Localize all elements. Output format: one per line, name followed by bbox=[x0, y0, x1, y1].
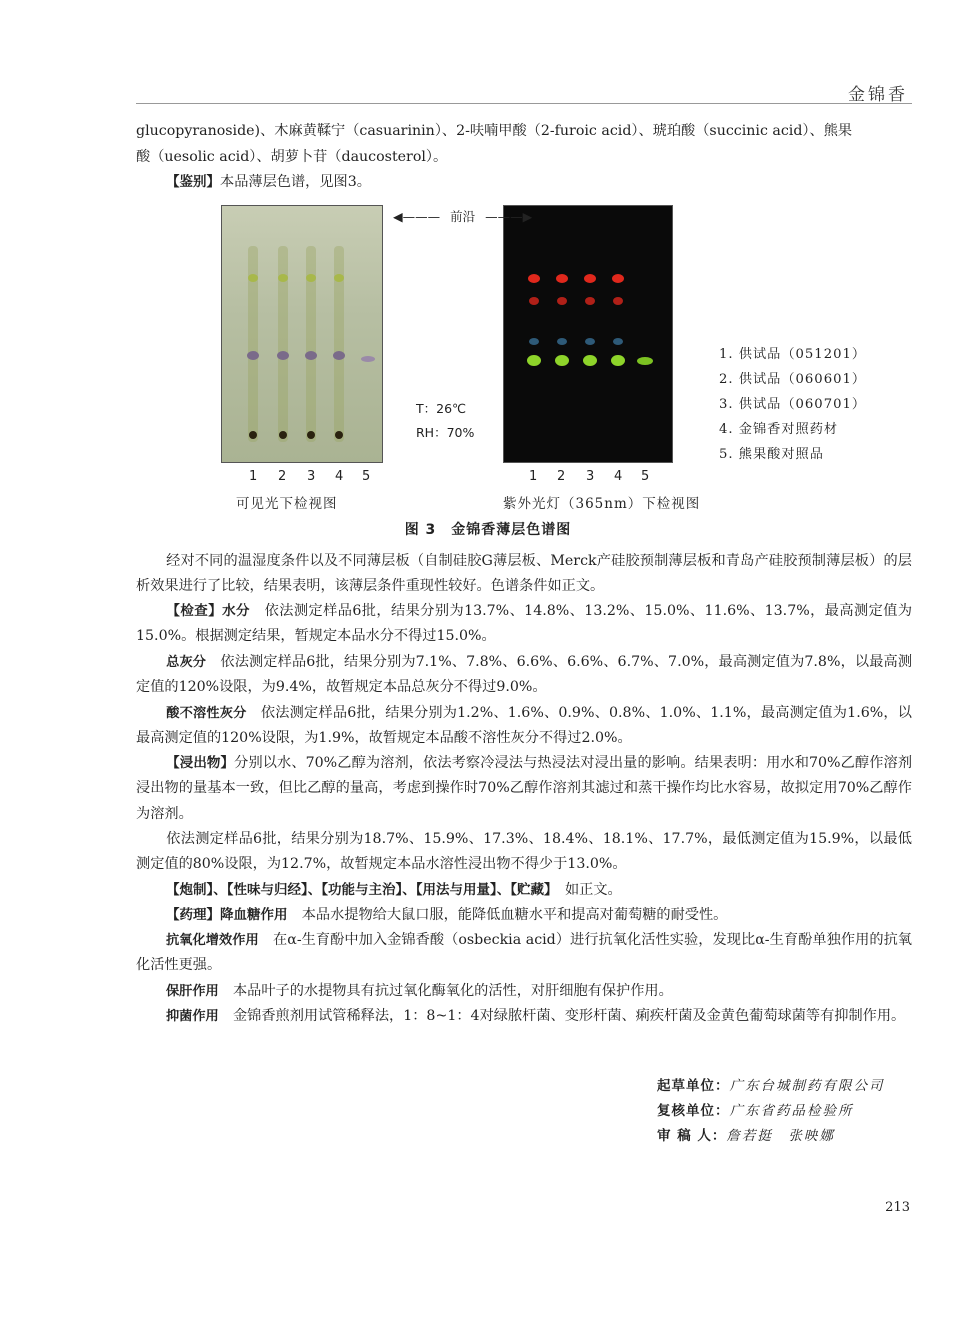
spot-uv-1b bbox=[529, 297, 539, 305]
spot-uv-2b bbox=[557, 297, 567, 305]
paragraph-text: 本品叶子的水提物具有抗过氧化酶氧化的活性，对肝细胞有保护作用。 bbox=[232, 983, 673, 999]
spot-uv-4a bbox=[612, 274, 624, 283]
paragraph-total-ash bbox=[136, 650, 912, 701]
lane-number: 4 bbox=[335, 469, 344, 484]
paragraph-text: 如正文。 bbox=[564, 882, 622, 898]
spot-vis-3c bbox=[307, 431, 315, 439]
lane-number: 1 bbox=[249, 469, 258, 484]
spot-vis-3b bbox=[305, 351, 317, 360]
auditor-label: 审 稿 人： bbox=[657, 1128, 727, 1144]
paragraph-extractives bbox=[136, 751, 912, 827]
spot-uv-4b bbox=[613, 297, 623, 305]
spot-uv-1a bbox=[528, 274, 540, 283]
auditor-names: 詹若挺 张映娜 bbox=[726, 1128, 835, 1144]
paragraph-text: 金锦香煎剂用试管稀释法，1：8~1：4对绿脓杆菌、变形杆菌、痢疾杆菌及金黄色葡萄球菌等有抑制作用。 bbox=[232, 1008, 906, 1024]
legend-item-4: 4. 金锦香对照药材 bbox=[719, 422, 839, 437]
auditor-line bbox=[657, 1124, 835, 1144]
tlc-plate-visible bbox=[221, 205, 383, 463]
spot-uv-3d bbox=[583, 355, 597, 366]
intro-line-1: glucopyranoside)、木麻黄鞣宁（casuarinin）、2-呋喃甲酸（2-furoic acid）、琥珀酸（succinic acid）、熊果 bbox=[136, 123, 853, 139]
spot-uv-5 bbox=[637, 357, 653, 365]
caption-visible-light: 可见光下检视图 bbox=[236, 496, 338, 512]
identification-paragraph bbox=[136, 170, 912, 195]
reviewer-line bbox=[657, 1099, 854, 1119]
spot-vis-2b bbox=[277, 351, 289, 360]
paragraph-processing bbox=[136, 878, 912, 903]
lane-number: 1 bbox=[529, 469, 538, 484]
condition-humidity: RH：70% bbox=[416, 425, 475, 440]
paragraph-text: 依法测定样品6批，结果分别为13.7%、14.8%、13.2%、15.0%、11.6%、13.7%，最高测定值为15.0%。根据测定结果，暂规定本品水分不得过15.0%。 bbox=[136, 603, 913, 645]
paragraph-pharmacology bbox=[136, 903, 912, 928]
paragraph-extractives-results bbox=[136, 827, 912, 878]
spot-uv-4d bbox=[611, 355, 625, 366]
solvent-front-marker bbox=[393, 207, 532, 225]
subsection-label-liver: 保肝作用 bbox=[166, 984, 219, 999]
drafter-name: 广东台城制药有限公司 bbox=[729, 1078, 885, 1094]
paragraph-text: 依法测定样品6批，结果分别为18.7%、15.9%、17.3%、18.4%、18.1%、17.7%，最低测定值为15.9%，以最低测定值的80%设限，为12.7%，故暂规定本品水溶性浸出物不得少于13.0%。 bbox=[136, 831, 912, 873]
subsection-label-antioxidant: 抗氧化增效作用 bbox=[166, 933, 259, 948]
legend-item-1: 1. 供试品（051201） bbox=[719, 347, 867, 362]
legend-item-5: 5. 熊果酸对照品 bbox=[719, 447, 824, 462]
spot-vis-1c bbox=[249, 431, 257, 439]
identification-label: 【鉴别】 bbox=[166, 174, 220, 190]
paragraph-text: 经对不同的温湿度条件以及不同薄层板（自制硅胶G薄层板、Merck产硅胶预制薄层板和青岛产硅胶预制薄层板）的层析效果进行了比较，结果表明，该薄层条件重现性较好。色谱条件如正文。 bbox=[136, 553, 912, 595]
page-number: 213 bbox=[885, 1200, 910, 1215]
spot-uv-3b bbox=[585, 297, 595, 305]
section-label-pharmacology: 【药理】降血糖作用 bbox=[166, 907, 288, 923]
spot-uv-2a bbox=[556, 274, 568, 283]
spot-vis-1a bbox=[248, 274, 258, 282]
legend-item-3: 3. 供试品（060701） bbox=[719, 397, 867, 412]
legend-item-2: 2. 供试品（060601） bbox=[719, 372, 867, 387]
running-header-title: 金锦香 bbox=[848, 85, 908, 105]
lane-number: 5 bbox=[362, 469, 371, 484]
lane-number: 4 bbox=[614, 469, 623, 484]
spot-vis-4a bbox=[334, 274, 344, 282]
spot-vis-2a bbox=[278, 274, 288, 282]
lane-number: 3 bbox=[586, 469, 595, 484]
paragraph-text: 在α-生育酚中加入金锦香酸（osbeckia acid）进行抗氧化活性实验，发现比α-生育酚单独作用的抗氧化活性更强。 bbox=[136, 932, 912, 974]
subsection-label-total-ash: 总灰分 bbox=[166, 655, 207, 670]
condition-temperature: T：26℃ bbox=[416, 401, 467, 416]
front-right-arrow: ———▶ bbox=[485, 209, 533, 224]
spot-uv-1c bbox=[529, 338, 539, 345]
paragraph-antibacterial bbox=[136, 1004, 912, 1029]
paragraph-text: 分别以水、70%乙醇为溶剂，依法考察冷浸法与热浸法对浸出量的影响。结果表明：用水和70%乙醇作溶剂浸出物的量基本一致，但比乙醇的量高，考虑到操作时70%乙醇作溶剂其滤过和蒸干操作均比水容易，故拟定用70%乙醇作为溶剂。 bbox=[136, 755, 913, 822]
drafter-label: 起草单位： bbox=[657, 1078, 730, 1094]
front-left-arrow: ◀——— bbox=[393, 209, 441, 224]
subsection-label-acid-ash: 酸不溶性灰分 bbox=[166, 706, 247, 721]
spot-uv-2d bbox=[555, 355, 569, 366]
intro-line-2: 酸（uesolic acid）、胡萝卜苷（daucosterol）。 bbox=[136, 149, 448, 165]
spot-vis-4b bbox=[333, 351, 345, 360]
reviewer-label: 复核单位： bbox=[657, 1103, 730, 1119]
lane-number: 3 bbox=[307, 469, 316, 484]
spot-vis-2c bbox=[279, 431, 287, 439]
lane-number: 5 bbox=[641, 469, 650, 484]
paragraph-liver-protection bbox=[136, 979, 912, 1004]
spot-uv-4c bbox=[613, 338, 623, 345]
subsection-label-antibacterial: 抑菌作用 bbox=[166, 1009, 219, 1024]
paragraph-antioxidant bbox=[136, 928, 912, 979]
paragraph-text: 本品水提物给大鼠口服，能降低血糖水平和提高对葡萄糖的耐受性。 bbox=[301, 907, 728, 923]
lane-number: 2 bbox=[557, 469, 566, 484]
section-label-processing: 【炮制】、【性味与归经】、【功能与主治】、【用法与用量】、【贮藏】 bbox=[166, 882, 551, 898]
tlc-plate-uv bbox=[503, 205, 673, 463]
paragraph-moisture bbox=[136, 599, 912, 650]
section-label-inspection: 【检查】水分 bbox=[166, 603, 250, 619]
header-rule bbox=[136, 103, 912, 104]
paragraph-tlc-comparison bbox=[136, 549, 912, 600]
paragraph-text: 依法测定样品6批，结果分别为7.1%、7.8%、6.6%、6.6%、6.7%、7.0%，最高测定值为7.8%，以最高测定值的120%设限，为9.4%，故暂规定本品总灰分不得过9.0%。 bbox=[136, 654, 913, 696]
identification-text: 本品薄层色谱，见图3。 bbox=[220, 174, 371, 190]
reviewer-name: 广东省药品检验所 bbox=[729, 1103, 854, 1119]
spot-vis-4c bbox=[335, 431, 343, 439]
spot-vis-3a bbox=[306, 274, 316, 282]
spot-uv-3a bbox=[584, 274, 596, 283]
paragraph-text: 依法测定样品6批，结果分别为1.2%、1.6%、0.9%、0.8%、1.0%、1.1%，最高测定值为1.6%，以最高测定值的120%设限，为1.9%，故暂规定本品酸不溶性灰分不得过2.0%。 bbox=[136, 705, 912, 747]
spot-vis-1b bbox=[247, 351, 259, 360]
spot-uv-2c bbox=[557, 338, 567, 345]
paragraph-acid-insoluble-ash bbox=[136, 701, 912, 752]
front-label: 前沿 bbox=[450, 209, 476, 224]
drafter-line bbox=[657, 1074, 885, 1094]
lane-number: 2 bbox=[278, 469, 287, 484]
spot-uv-3c bbox=[585, 338, 595, 345]
figure-title: 图 3 金锦香薄层色谱图 bbox=[404, 522, 572, 538]
spot-vis-5 bbox=[361, 356, 375, 362]
section-label-extractives: 【浸出物】 bbox=[166, 755, 235, 771]
spot-uv-1d bbox=[527, 355, 541, 366]
caption-uv-light: 紫外光灯（365nm）下检视图 bbox=[503, 496, 701, 512]
